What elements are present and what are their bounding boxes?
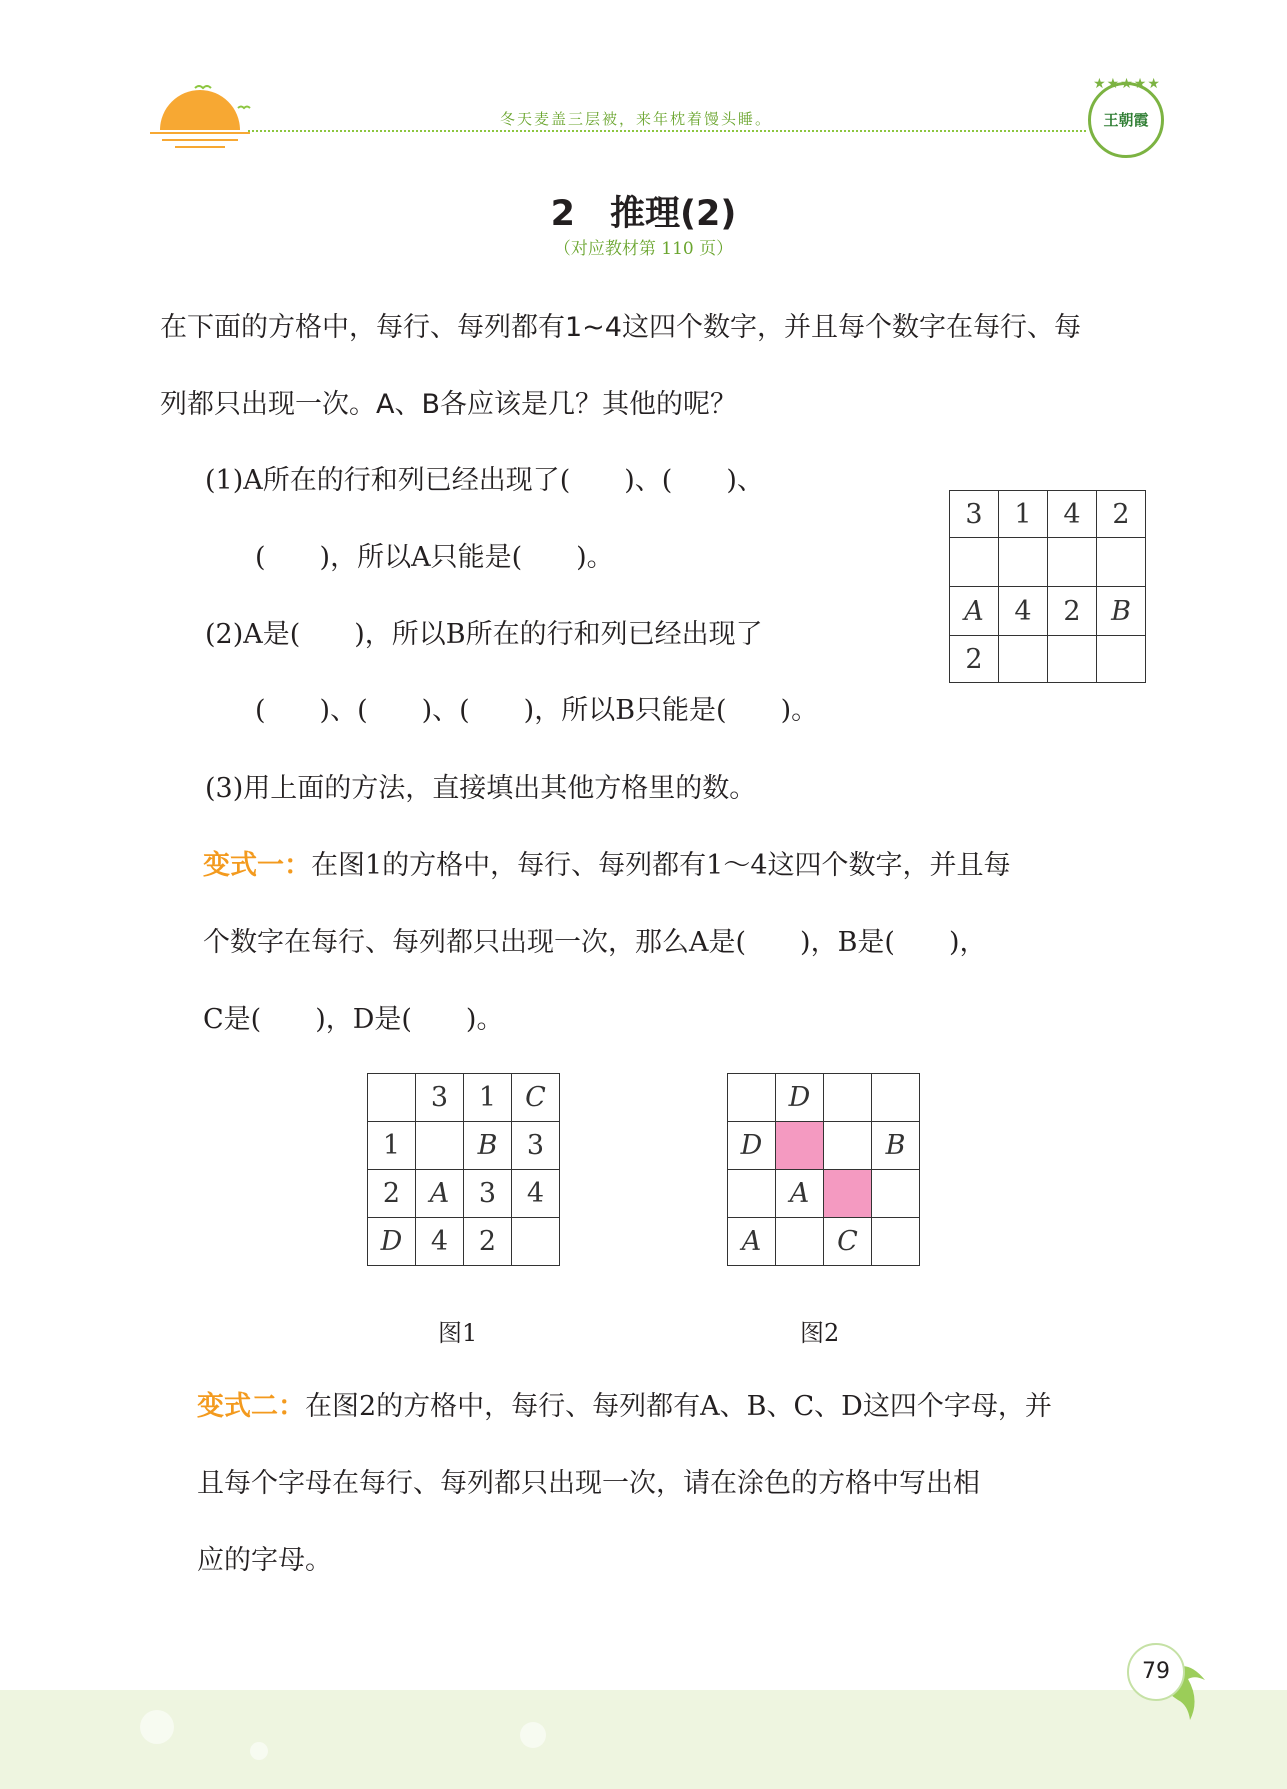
grid-cell xyxy=(872,1074,920,1122)
footer-bubble xyxy=(250,1742,268,1760)
variant-2-line-1 xyxy=(197,1384,1052,1423)
grid-cell: 4 xyxy=(512,1170,560,1218)
grid-cell: A xyxy=(728,1218,776,1266)
footer-band xyxy=(0,1690,1287,1789)
question-1-line-2: ( )，所以A只能是( )。 xyxy=(255,542,614,573)
grid-cell: D xyxy=(728,1122,776,1170)
variant-2-line-3: 应的字母。 xyxy=(197,1545,332,1576)
variant-2-text: 在图2的方格中，每行、每列都有A、B、C、D这四个字母，并 xyxy=(305,1391,1052,1422)
grid-cell: 1 xyxy=(464,1074,512,1122)
header-motto: 冬天麦盖三层被，来年枕着馒头睡。 xyxy=(500,110,773,128)
grid-cell: B xyxy=(464,1122,512,1170)
grid-cell: 2 xyxy=(464,1218,512,1266)
intro-line-2: 列都只出现一次。A、B各应该是几？其他的呢？ xyxy=(160,389,737,420)
variant-1-text: 在图1的方格中，每行、每列都有1～4这四个数字，并且每 xyxy=(311,850,1011,881)
shaded-cell xyxy=(824,1170,872,1218)
publisher-logo xyxy=(1088,82,1164,158)
grid-cell: 2 xyxy=(1097,491,1146,538)
grid-cell: 1 xyxy=(999,491,1048,538)
variant-1-line-1 xyxy=(203,843,1011,882)
grid-cell: A xyxy=(950,587,999,636)
grid-cell: A xyxy=(416,1170,464,1218)
footer-bubble xyxy=(520,1722,546,1748)
grid-cell xyxy=(872,1170,920,1218)
grid-cell xyxy=(999,538,1048,587)
question-2-line-1: (2)A是( )，所以B所在的行和列已经出现了 xyxy=(205,619,763,650)
main-number-grid xyxy=(949,490,1146,683)
logo-text: 王朝霞 xyxy=(1103,111,1149,129)
grid-cell: 4 xyxy=(999,587,1048,636)
grid-cell: 3 xyxy=(950,491,999,538)
grid-cell xyxy=(776,1218,824,1266)
header-divider xyxy=(248,130,1086,132)
variant-1-line-3: C是( )，D是( )。 xyxy=(203,1004,504,1035)
sunset-icon xyxy=(150,80,260,155)
grid-cell: 2 xyxy=(368,1170,416,1218)
question-2-line-2: ( )、( )、( )，所以B只能是( )。 xyxy=(255,695,819,726)
grid-cell xyxy=(512,1218,560,1266)
variant-1-line-2: 个数字在每行、每列都只出现一次，那么A是( )，B是( )， xyxy=(203,927,987,958)
grid-cell: B xyxy=(1097,587,1146,636)
grid-cell xyxy=(824,1122,872,1170)
grid-cell xyxy=(416,1122,464,1170)
variant-2-line-2: 且每个字母在每行、每列都只出现一次，请在涂色的方格中写出相 xyxy=(197,1468,980,1499)
grid-cell xyxy=(1048,538,1097,587)
grid-cell: 1 xyxy=(368,1122,416,1170)
figure-1-grid xyxy=(367,1073,560,1266)
grid-cell xyxy=(1097,538,1146,587)
figure-2-caption: 图2 xyxy=(800,1319,840,1347)
question-3: (3)用上面的方法，直接填出其他方格里的数。 xyxy=(205,773,757,804)
variant-2-label: 变式二： xyxy=(197,1391,305,1422)
grid-cell xyxy=(728,1074,776,1122)
grid-cell: D xyxy=(776,1074,824,1122)
footer-bubble xyxy=(140,1710,174,1744)
grid-cell xyxy=(824,1074,872,1122)
grid-cell: C xyxy=(824,1218,872,1266)
page-title: 2 推理(2) xyxy=(550,194,737,234)
grid-cell xyxy=(368,1074,416,1122)
grid-cell xyxy=(728,1170,776,1218)
grid-cell: 4 xyxy=(1048,491,1097,538)
shaded-cell xyxy=(776,1122,824,1170)
grid-cell: 3 xyxy=(512,1122,560,1170)
grid-cell: 4 xyxy=(416,1218,464,1266)
grid-cell: 2 xyxy=(1048,587,1097,636)
page-subtitle: （对应教材第 110 页） xyxy=(553,239,734,259)
grid-cell xyxy=(872,1218,920,1266)
intro-line-1: 在下面的方格中，每行、每列都有1~4这四个数字，并且每个数字在每行、每 xyxy=(160,312,1081,343)
question-1-line-1: (1)A所在的行和列已经出现了( )、( )、 xyxy=(205,465,764,496)
grid-cell: A xyxy=(776,1170,824,1218)
grid-cell: 3 xyxy=(416,1074,464,1122)
grid-cell: D xyxy=(368,1218,416,1266)
page-number: 79 xyxy=(1127,1643,1185,1701)
grid-cell: C xyxy=(512,1074,560,1122)
grid-cell: B xyxy=(872,1122,920,1170)
grid-cell xyxy=(950,538,999,587)
grid-cell xyxy=(999,636,1048,683)
grid-cell xyxy=(1097,636,1146,683)
grid-cell xyxy=(1048,636,1097,683)
variant-1-label: 变式一： xyxy=(203,850,311,881)
logo-stars: ★★★★★ xyxy=(1093,76,1161,92)
grid-cell: 3 xyxy=(464,1170,512,1218)
figure-2-grid xyxy=(727,1073,920,1266)
grid-cell: 2 xyxy=(950,636,999,683)
figure-1-caption: 图1 xyxy=(438,1319,478,1347)
